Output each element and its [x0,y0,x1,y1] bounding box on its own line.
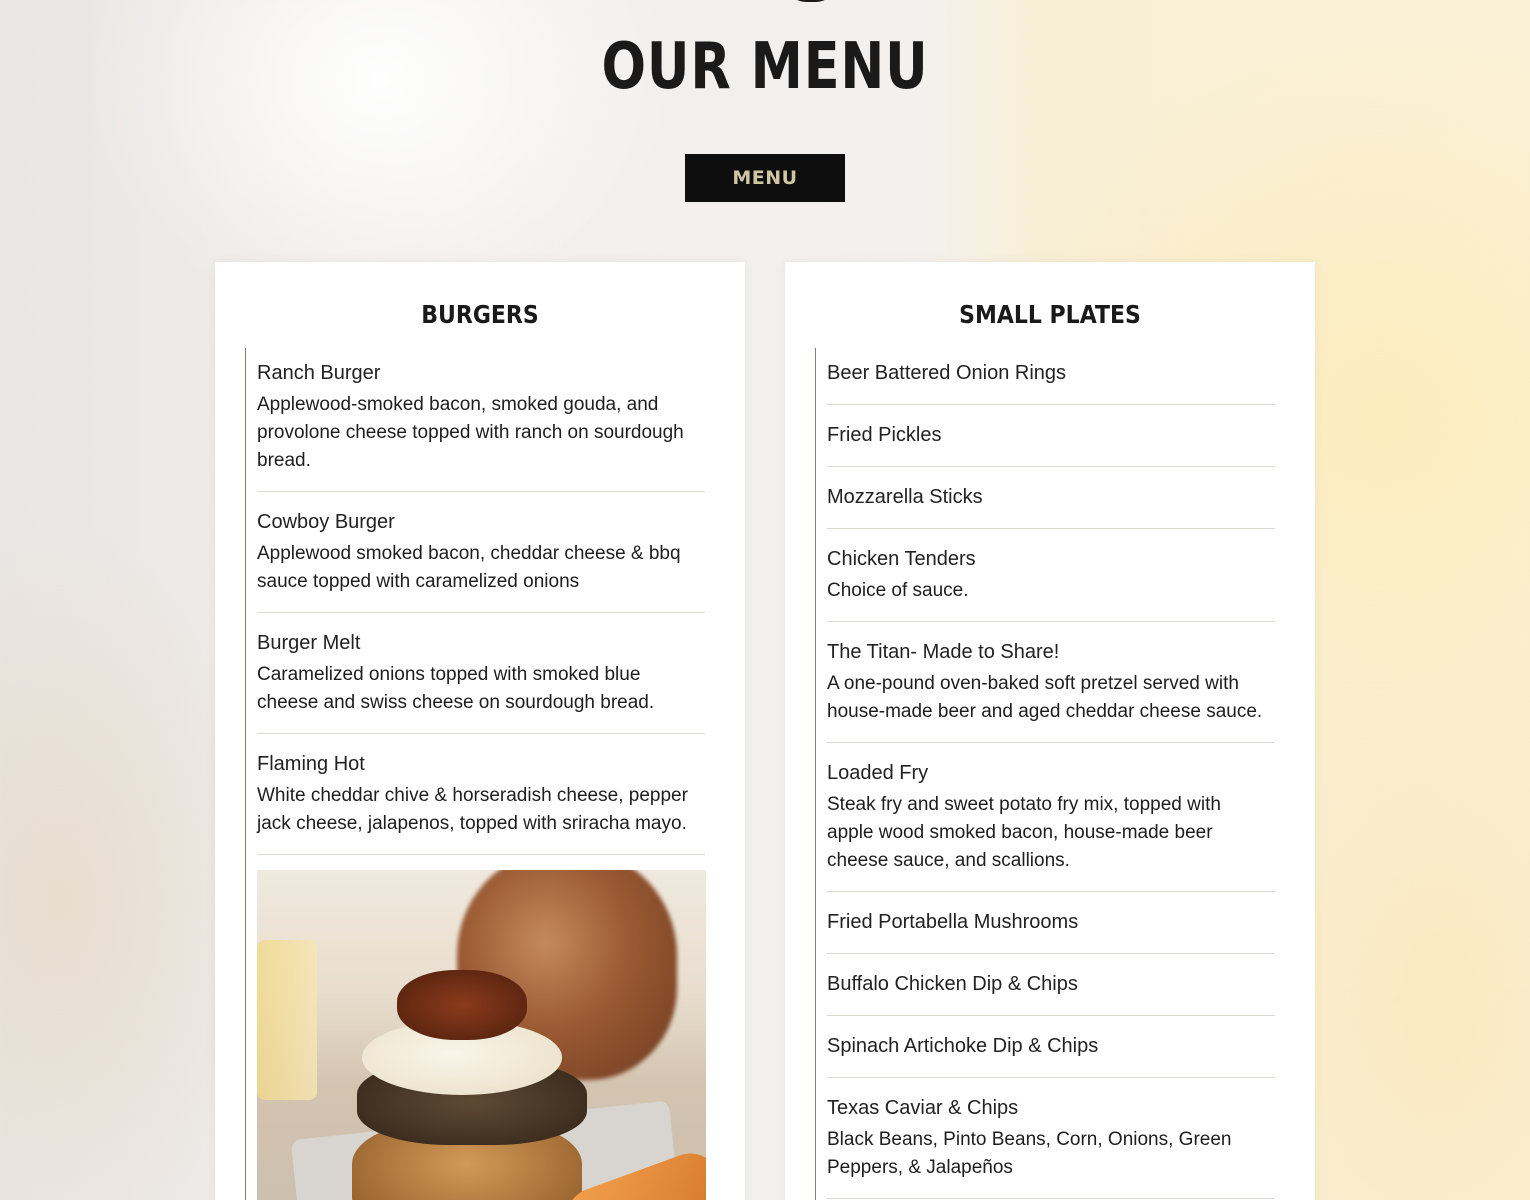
menu-item [257,358,705,492]
menu-item-description: Caramelized onions topped with smoked blue cheese and swiss cheese on sourdough bread. [257,664,655,713]
menu-item-name: Cowboy Burger [257,511,395,533]
menu-item-description: Choice of sauce. [827,580,969,601]
logo-fragment [786,0,836,2]
menu-item [827,544,1275,622]
menu-item [827,637,1275,743]
menu-item-name: Spinach Artichoke Dip & Chips [827,1035,1099,1057]
menu-item [257,628,705,734]
menu-item [827,758,1275,892]
menu-item [827,969,1275,1016]
menu-item-description: Steak fry and sweet potato fry mix, topped with apple wood smoked bacon, house-made beer cheese sauce, and scallions. [827,794,1221,871]
menu-item-description: Applewood smoked bacon, cheddar cheese & bbq sauce topped with caramelized onions [257,543,681,592]
menu-item-name: Mozzarella Sticks [827,486,983,508]
menu-item-name: Ranch Burger [257,362,381,384]
menu-item [827,482,1275,529]
menu-item [827,1093,1275,1199]
burgers-title: BURGERS [421,300,539,329]
menu-item [827,420,1275,467]
menu-item-description: A one-pound oven-baked soft pretzel served with house-made beer and aged cheddar cheese sauce. [827,673,1263,722]
photo-crispy-topping [397,970,527,1040]
menu-item-name: Burger Melt [257,632,361,654]
menu-item [257,749,705,855]
menu-item [827,358,1275,405]
menu-item-name: Loaded Fry [827,762,929,784]
menu-item-name: Buffalo Chicken Dip & Chips [827,973,1078,995]
menu-item-description: Applewood-smoked bacon, smoked gouda, and provolone cheese topped with ranch on sourdough bread. [257,394,684,471]
menu-item-description: Black Beans, Pinto Beans, Corn, Onions, Green Peppers, & Jalapeños [827,1129,1232,1178]
photo-glass [257,940,317,1100]
burger-photo [257,870,706,1200]
menu-item [827,1031,1275,1078]
burgers-card [215,262,745,1200]
menu-item-name: Fried Pickles [827,424,942,446]
menu-item-description: White cheddar chive & horseradish cheese, pepper jack cheese, jalapenos, topped with sriracha mayo. [257,785,688,834]
menu-item-name: Beer Battered Onion Rings [827,362,1067,384]
small-plates-card [785,262,1315,1200]
page-title: OUR MENU [601,30,929,104]
menu-item-name: Flaming Hot [257,753,365,775]
menu-item-name: The Titan- Made to Share! [827,641,1060,663]
menu-item-name: Texas Caviar & Chips [827,1097,1019,1119]
menu-item-name: Chicken Tenders [827,548,976,570]
burgers-list [245,348,705,1200]
menu-item-name: Fried Portabella Mushrooms [827,911,1079,933]
menu-button[interactable]: MENU [685,154,845,202]
menu-item [257,507,705,613]
menu-item [827,907,1275,954]
small-plates-list [815,348,1275,1200]
small-plates-title: SMALL PLATES [959,300,1141,329]
